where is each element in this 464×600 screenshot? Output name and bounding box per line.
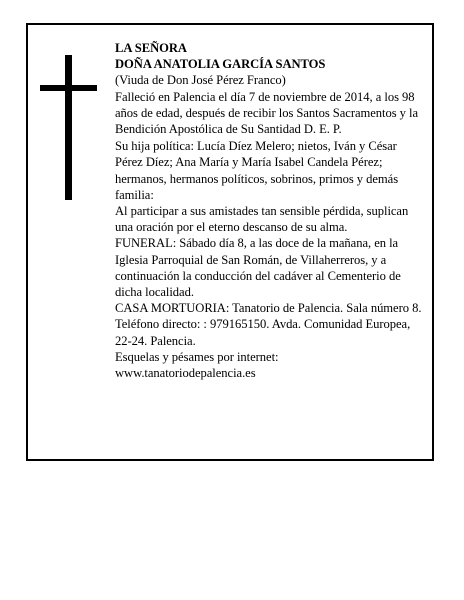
cross-horizontal-bar [40, 85, 97, 91]
internet-label: Esquelas y pésames por internet: [115, 349, 279, 364]
widow-subtitle: (Viuda de Don José Pérez Franco) [115, 73, 286, 88]
obituary-notice [26, 23, 434, 461]
notice-text [115, 40, 425, 381]
heading-title: LA SEÑORA [115, 41, 187, 55]
deceased-name: DOÑA ANATOLIA GARCÍA SANTOS [115, 57, 326, 72]
death-paragraph: Falleció en Palencia el día 7 de noviembre de 2014, a los 98 años de edad, después de recibir los Santos Sacramentos y la Bendición Apostólica de Su Santidad D. E. P. [115, 89, 419, 137]
mortuary-paragraph: CASA MORTUORIA: Tanatorio de Palencia. Sala número 8. Teléfono directo: : 979165150. Avda. Comunidad Europea, 22-24. Palencia. [115, 301, 422, 348]
cross-vertical-bar [65, 55, 72, 200]
website-link[interactable]: www.tanatoriodepalencia.es [115, 366, 256, 381]
family-paragraph: Su hija política: Lucía Díez Melero; nietos, Iván y César Pérez Díez; Ana María y María Isabel Candela Pérez; hermanos, hermanos políticos, sobrinos, primos y demás familia: [115, 139, 399, 202]
funeral-paragraph: FUNERAL: Sábado día 8, a las doce de la mañana, en la Iglesia Parroquial de San Román, de Villaherreros, y a continuación la conducción del cadáver al Cementerio de dicha localidad. [115, 236, 401, 300]
prayer-paragraph: Al participar a sus amistades tan sensible pérdida, suplican una oración por el eterno descanso de su alma. [115, 204, 409, 235]
